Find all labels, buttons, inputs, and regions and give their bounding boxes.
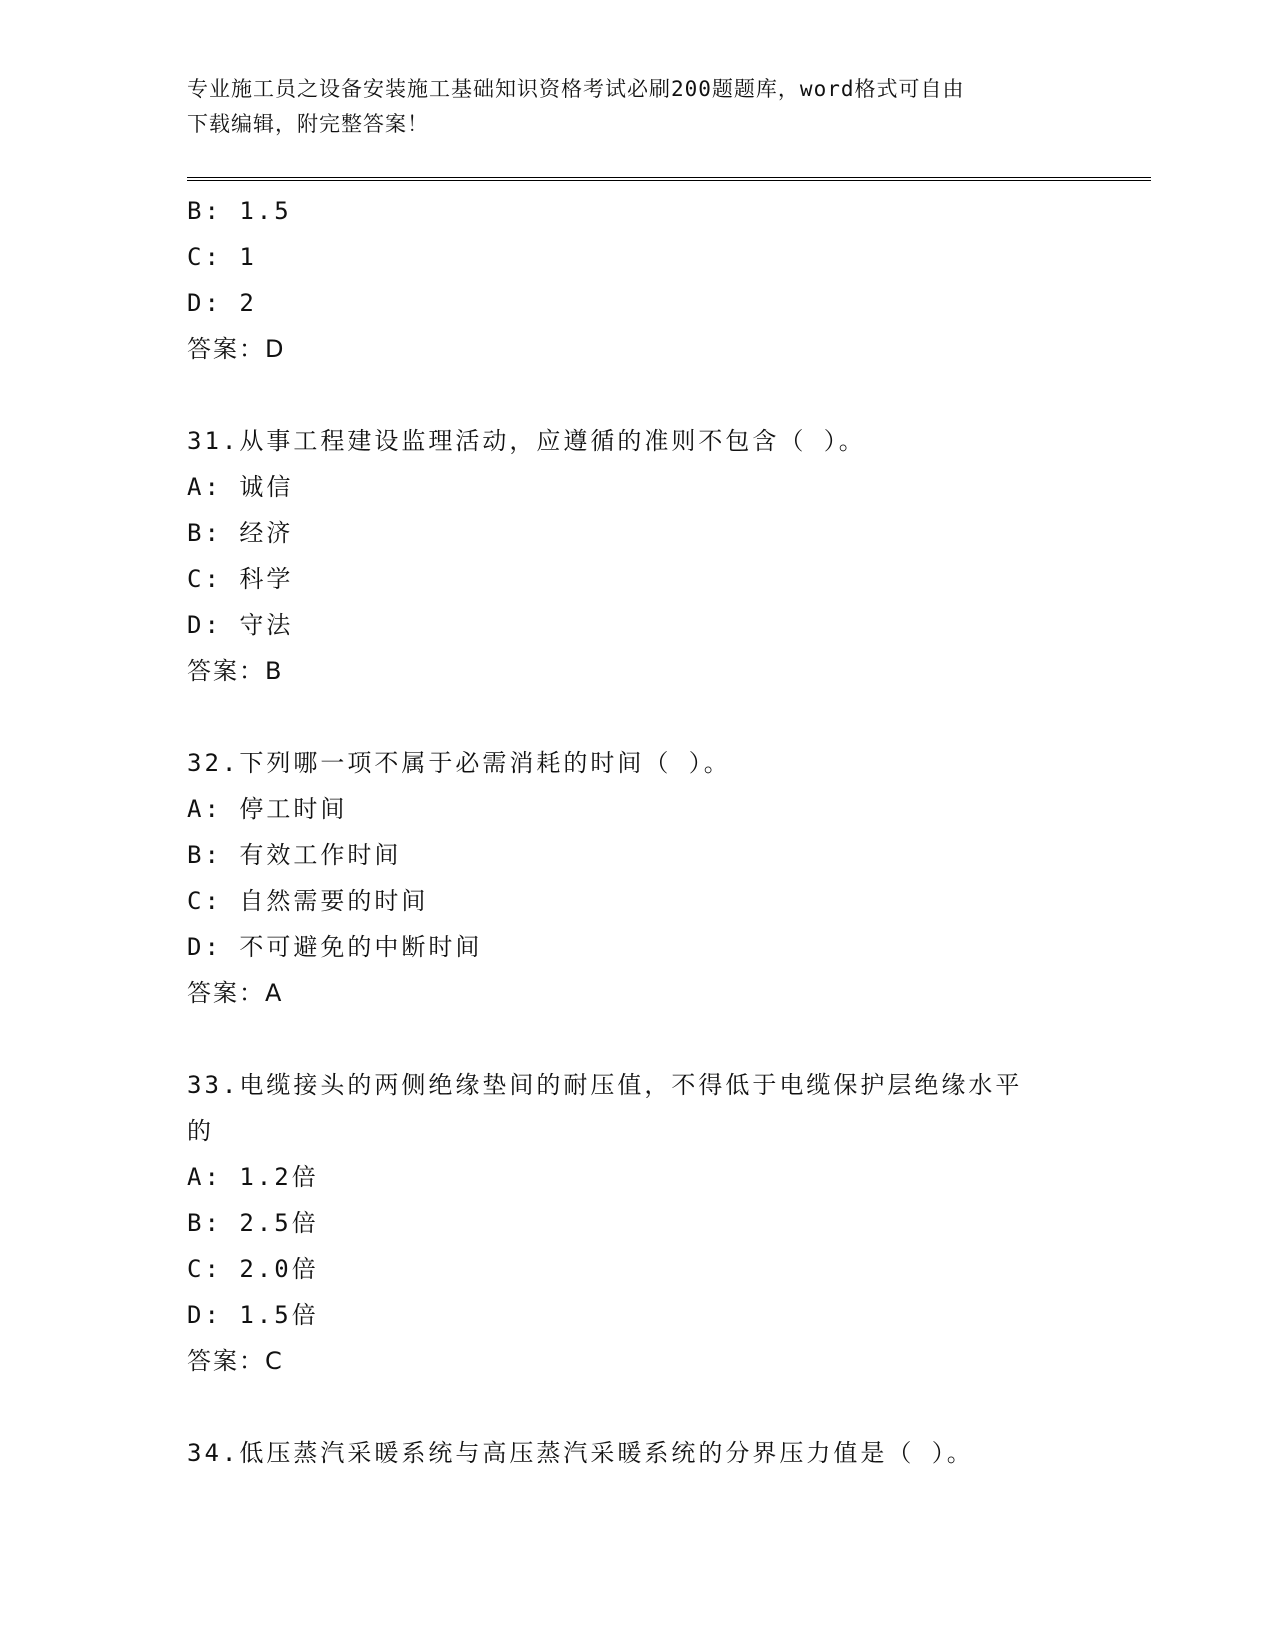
option-b: B: 经济	[187, 519, 294, 547]
question-31	[187, 418, 1067, 694]
question-text: 31.从事工程建设监理活动，应遵循的准则不包含（ ）。	[187, 427, 866, 455]
option-c: C: 1	[187, 243, 257, 271]
answer-line: 答案：B	[187, 657, 284, 685]
answer-line: 答案：A	[187, 979, 284, 1007]
option-a: A: 诚信	[187, 473, 294, 501]
question-text: 34.低压蒸汽采暖系统与高压蒸汽采暖系统的分界压力值是（ ）。	[187, 1439, 974, 1467]
answer-line: 答案：D	[187, 335, 286, 363]
header-title-line-2: 下载编辑，附完整答案！	[187, 112, 429, 136]
spacer	[187, 372, 1067, 418]
option-d: D: 不可避免的中断时间	[187, 933, 483, 961]
option-d: D: 1.5倍	[187, 1301, 319, 1329]
question-text: 32.下列哪一项不属于必需消耗的时间（ ）。	[187, 749, 731, 777]
answer-line: 答案：C	[187, 1347, 284, 1375]
spacer	[187, 1384, 1067, 1430]
option-b: B: 有效工作时间	[187, 841, 402, 869]
header-divider	[187, 177, 1151, 181]
document-header	[187, 72, 1067, 142]
spacer	[187, 1016, 1067, 1062]
question-30-continued	[187, 188, 1067, 372]
question-34	[187, 1430, 1067, 1476]
option-c: C: 科学	[187, 565, 294, 593]
option-d: D: 守法	[187, 611, 294, 639]
option-c: C: 2.0倍	[187, 1255, 319, 1283]
spacer	[187, 694, 1067, 740]
option-a: A: 1.2倍	[187, 1163, 319, 1191]
option-b: B: 1.5	[187, 197, 292, 225]
question-33	[187, 1062, 1067, 1384]
document-body	[187, 188, 1067, 1476]
option-b: B: 2.5倍	[187, 1209, 319, 1237]
question-32	[187, 740, 1067, 1016]
question-text: 33.电缆接头的两侧绝缘垫间的耐压值，不得低于电缆保护层绝缘水平	[187, 1071, 1023, 1099]
question-text-continued: 的	[187, 1117, 214, 1145]
option-d: D: 2	[187, 289, 257, 317]
option-a: A: 停工时间	[187, 795, 348, 823]
header-title-line-1: 专业施工员之设备安装施工基础知识资格考试必刷200题题库，word格式可自由	[187, 77, 965, 101]
option-c: C: 自然需要的时间	[187, 887, 429, 915]
